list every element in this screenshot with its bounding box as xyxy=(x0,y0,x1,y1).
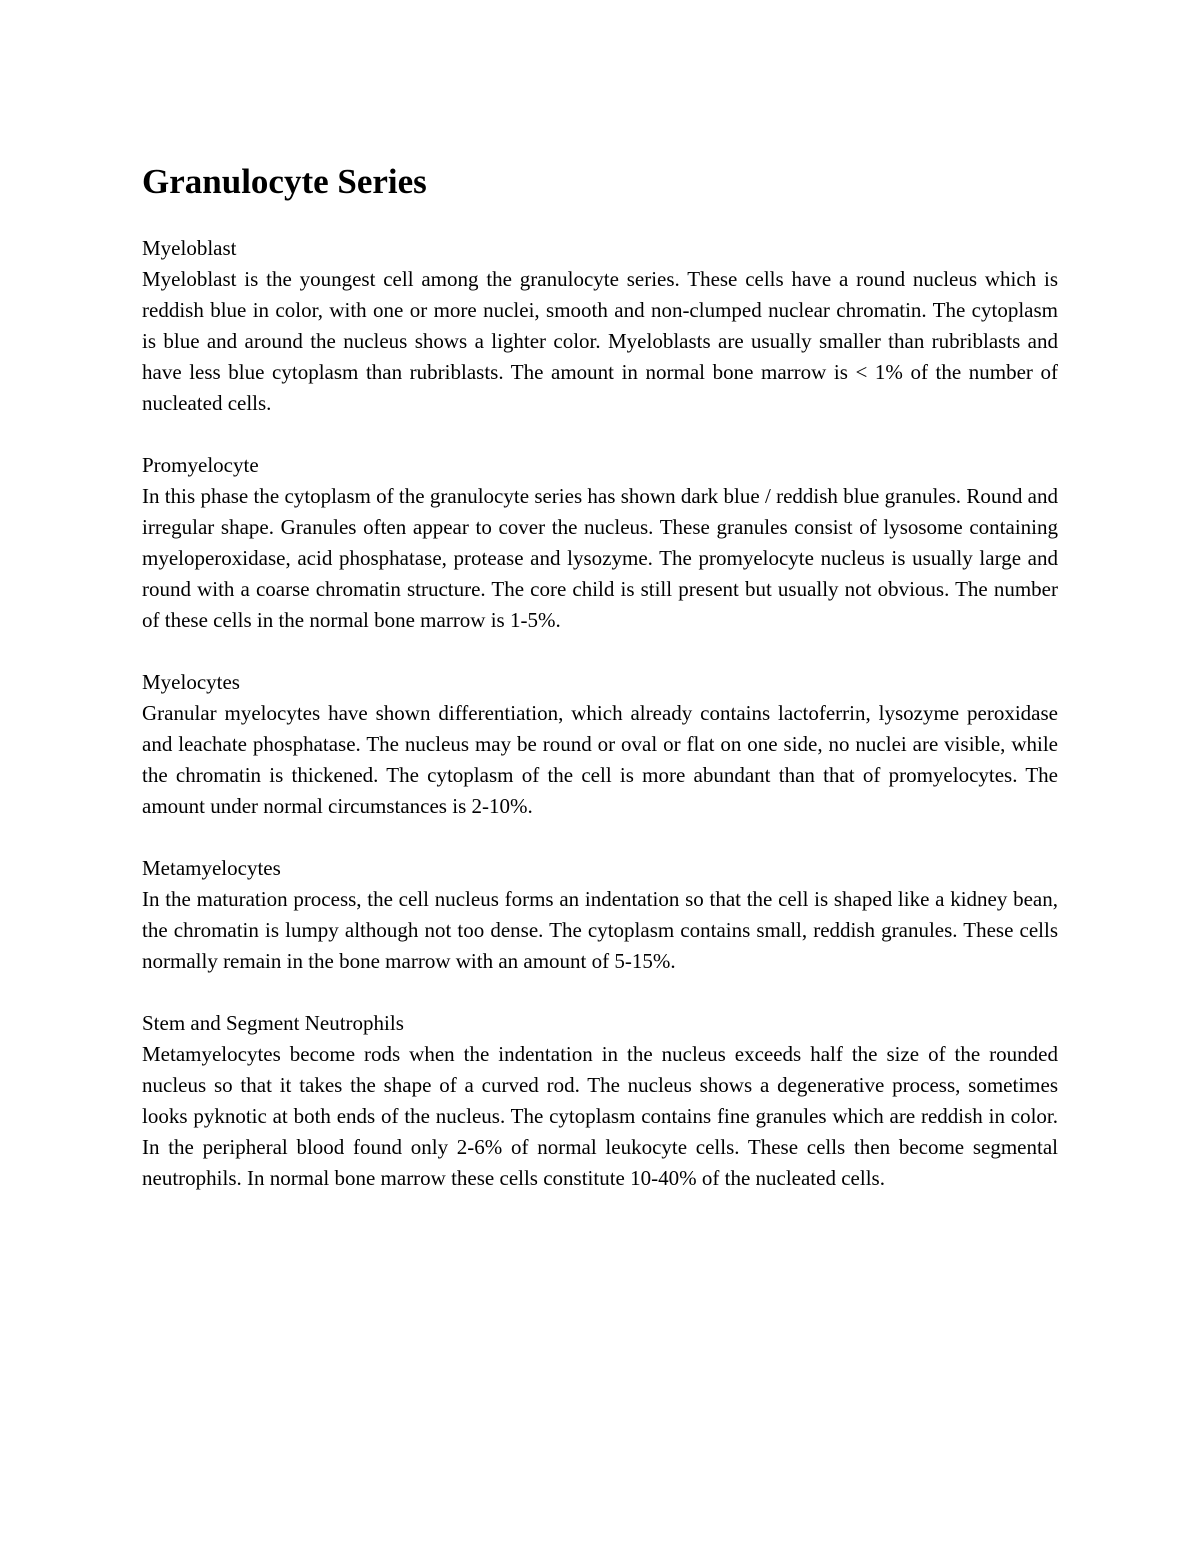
section-body: In this phase the cytoplasm of the granulocyte series has shown dark blue / reddish blue granules. Round and irregular shape. Granules often appear to cover the nucleus. These granules consist of lysosome containing myeloperoxidase, acid phosphatase, protease and lysozyme. The promyelocyte nucleus is usually large and round with a coarse chromatin structure. The core child is still present but usually not obvious. The number of these cells in the normal bone marrow is 1-5%. xyxy=(142,484,1058,632)
document-title: Granulocyte Series xyxy=(142,162,427,201)
section-heading: Myeloblast xyxy=(142,236,237,260)
section-myelocytes xyxy=(142,667,1058,822)
section-heading: Myelocytes xyxy=(142,670,240,694)
section-body: In the maturation process, the cell nucleus forms an indentation so that the cell is shaped like a kidney bean, the chromatin is lumpy although not too dense. The cytoplasm contains small, reddish granules. These cells normally remain in the bone marrow with an amount of 5-15%. xyxy=(142,887,1058,973)
section-heading: Metamyelocytes xyxy=(142,856,281,880)
document-page xyxy=(142,158,1058,1225)
section-promyelocyte xyxy=(142,450,1058,636)
section-heading: Promyelocyte xyxy=(142,453,259,477)
section-myeloblast xyxy=(142,233,1058,419)
section-body: Metamyelocytes become rods when the indentation in the nucleus exceeds half the size of the rounded nucleus so that it takes the shape of a curved rod. The nucleus shows a degenerative process, sometimes looks pyknotic at both ends of the nucleus. The cytoplasm contains fine granules which are reddish in color. In the peripheral blood found only 2-6% of normal leukocyte cells. These cells then become segmental neutrophils. In normal bone marrow these cells constitute 10-40% of the nucleated cells. xyxy=(142,1042,1058,1190)
section-body: Myeloblast is the youngest cell among the granulocyte series. These cells have a round nucleus which is reddish blue in color, with one or more nuclei, smooth and non-clumped nuclear chromatin. The cytoplasm is blue and around the nucleus shows a lighter color. Myeloblasts are usually smaller than rubriblasts and have less blue cytoplasm than rubriblasts. The amount in normal bone marrow is < 1% of the number of nucleated cells. xyxy=(142,267,1058,415)
section-body: Granular myelocytes have shown differentiation, which already contains lactoferrin, lysozyme peroxidase and leachate phosphatase. The nucleus may be round or oval or flat on one side, no nuclei are visible, while the chromatin is thickened. The cytoplasm of the cell is more abundant than that of promyelocytes. The amount under normal circumstances is 2-10%. xyxy=(142,701,1058,818)
section-stem-segment-neutrophils xyxy=(142,1008,1058,1194)
section-heading: Stem and Segment Neutrophils xyxy=(142,1011,404,1035)
section-metamyelocytes xyxy=(142,853,1058,977)
